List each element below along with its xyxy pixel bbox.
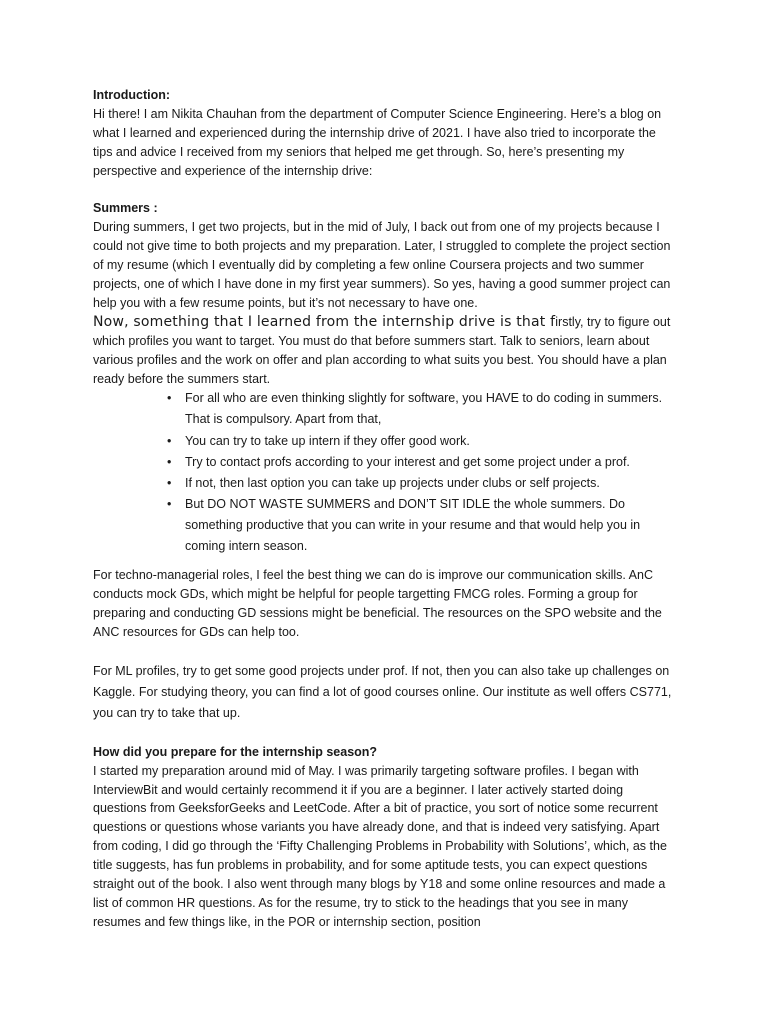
list-item: • But DO NOT WASTE SUMMERS and DON’T SIT IDLE the whole summers. Do something productive that you can write in your resume and that would help you in coming intern season. xyxy=(185,494,678,557)
intro-heading: Introduction: xyxy=(93,88,171,102)
list-item: • If not, then last option you can take up projects under clubs or self projects. xyxy=(185,473,678,494)
list-item: • For all who are even thinking slightly for software, you HAVE to do coding in summers. That is compulsory. Apart from that, xyxy=(185,388,678,430)
spacer xyxy=(93,642,678,661)
prep-paragraph: I started my preparation around mid of May. I was primarily targeting software profiles. I began with InterviewBit and would certainly recommend it if you are a beginner. I later actively started doing questions from GeeksforGeeks and LeetCode. After a bit of practice, you sort of notice some recurrent questions or questions whose variants you have already done, and that is indeed very satisfying. Apart from coding, I did go through the ‘Fifty Challenging Problems in Probability with Solutions’, which, as the title suggests, has fun problems in probability, and for some aptitude tests, you can expect questions straight out of the book. I also went through many blogs by Y18 and some online resources and made a list of common HR questions. As for the resume, try to stick to the headings that you see in many resumes and few things like, in the POR or internship section, position xyxy=(93,763,667,929)
learned-rest-text: irstly, try to figure out which profiles you want to target. You must do that before summers start. Talk to seniors, learn about various profiles and the work on offer and plan according to what suits you best. You should have a plan ready before the summers start. xyxy=(93,314,671,386)
techno-managerial-paragraph: For techno-managerial roles, I feel the best thing we can do is improve our communication skills. AnC conducts mock GDs, which might be helpful for people targetting FMCG roles. Forming a group for preparing and conducting GD sessions might be beneficial. The resources on the SPO website and the ANC resources for GDs can help too. xyxy=(93,568,662,639)
summers-bullet-list xyxy=(185,388,678,557)
summers-heading: Summers : xyxy=(93,201,158,216)
learned-large-text: Now, something that I learned from the internship drive is that f xyxy=(93,313,556,330)
summers-paragraph: During summers, I get two projects, but in the mid of July, I back out from one of my projects because I could not give time to both projects and my preparation. Later, I struggled to complete the project section of my resume (which I eventually did by completing a few online Coursera projects and two summer projects, one of which I have done in my first year summers). So yes, having a good summer project can help you with a few resume points, but it’s not necessary to have one. xyxy=(93,220,671,310)
document-page xyxy=(93,86,678,932)
list-item: • You can try to take up intern if they offer good work. xyxy=(185,431,678,452)
list-item: • Try to contact profs according to your interest and get some project under a prof. xyxy=(185,452,678,473)
ml-paragraph: For ML profiles, try to get some good projects under prof. If not, then you can also take up challenges on Kaggle. For studying theory, you can find a lot of good courses online. Our institute as well offers CS771, you can try to take that up. xyxy=(93,663,672,720)
prep-heading: How did you prepare for the internship season? xyxy=(93,744,378,759)
spacer xyxy=(93,724,678,743)
learned-paragraph xyxy=(93,313,678,389)
intro-paragraph: Hi there! I am Nikita Chauhan from the department of Computer Science Engineering. Here’s a blog on what I learned and experienced during the internship drive of 2021. I have also tried to incorporate the tips and advice I received from my seniors that helped me get through. So, here’s presenting my perspective and experience of the internship drive: xyxy=(93,106,662,178)
spacer xyxy=(93,181,678,200)
